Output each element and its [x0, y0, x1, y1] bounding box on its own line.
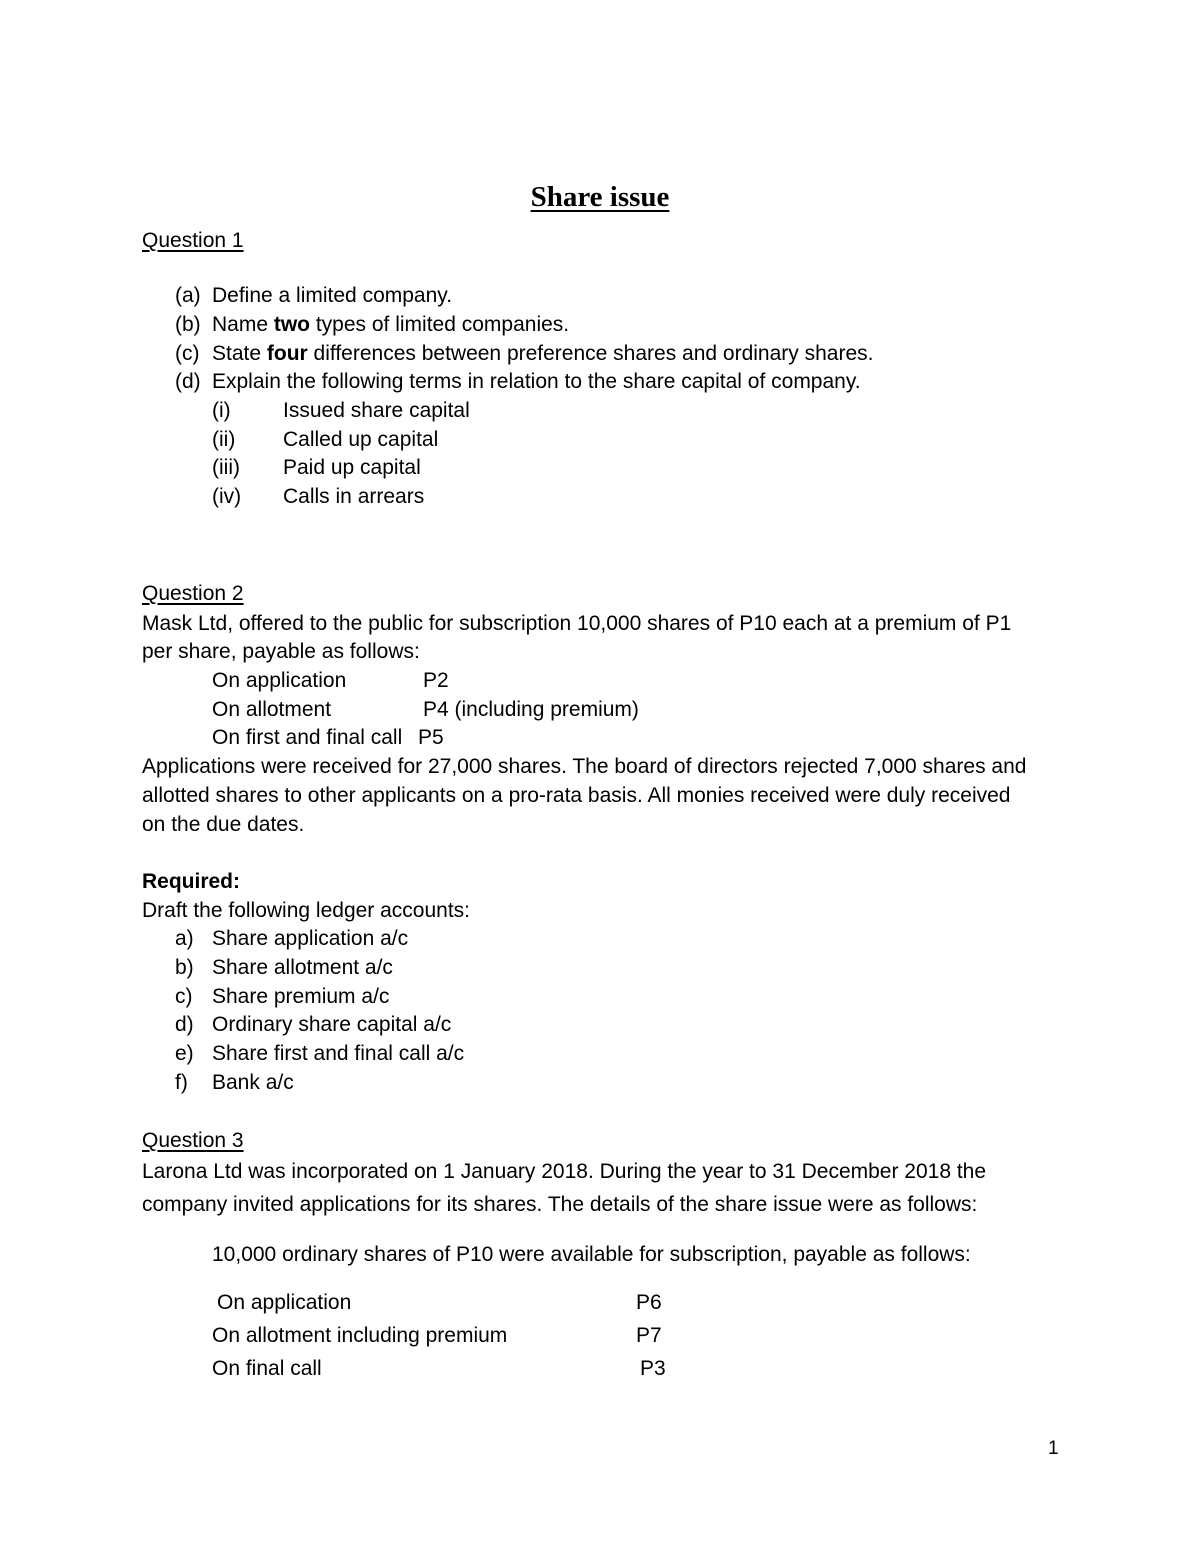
- q1-item-a-text: [212, 281, 452, 310]
- q1-item-label: (a): [175, 284, 201, 307]
- q1-subitem-label: (iii): [212, 456, 240, 479]
- q2-intro-line: Mask Ltd, offered to the public for subscription 10,000 shares of P10 each at a premium of P1: [142, 612, 1012, 635]
- q1-item-text: State: [212, 342, 267, 365]
- q1-subitem-label: (iv): [212, 485, 242, 508]
- q2-account-text: Share first and final call a/c: [212, 1042, 465, 1065]
- q2-account-text: Ordinary share capital a/c: [212, 1013, 452, 1036]
- q1-item-b-text: [212, 310, 569, 339]
- q2-account-label: e): [175, 1042, 194, 1065]
- q2-paragraph-line: Applications were received for 27,000 shares. The board of directors rejected 7,000 shares and: [142, 755, 1027, 778]
- q2-account-text: Bank a/c: [212, 1071, 294, 1094]
- question-1-heading: Question 1: [142, 229, 244, 252]
- page-title: Share issue: [530, 181, 670, 213]
- q2-required-label: Required:: [142, 870, 241, 893]
- q3-intro-line: company invited applications for its shares. The details of the share issue were as follows:: [142, 1193, 978, 1216]
- q1-subitem-label: (i): [212, 399, 231, 422]
- q1-item-a: [175, 281, 201, 310]
- q1-subitem-text: Issued share capital: [283, 399, 470, 422]
- q1-item-text: differences between preference shares and ordinary shares.: [307, 342, 874, 365]
- q1-item-d: [175, 367, 201, 396]
- q2-account-text: Share premium a/c: [212, 985, 390, 1008]
- q1-item-text: Name: [212, 313, 274, 336]
- q1-item-emphasis: two: [273, 313, 311, 336]
- q3-subscription-line: 10,000 ordinary shares of P10 were available for subscription, payable as follows:: [212, 1243, 971, 1266]
- q2-account-label: d): [175, 1013, 194, 1036]
- q3-schedule-label: On application: [217, 1291, 352, 1314]
- q1-item-text: Explain the following terms in relation to the share capital of company.: [212, 370, 861, 393]
- q2-account-label: b): [175, 956, 194, 979]
- q3-schedule-label: On final call: [212, 1357, 322, 1380]
- q1-item-text: Define a limited company.: [212, 284, 453, 307]
- q1-subitem-text: Paid up capital: [283, 456, 421, 479]
- q3-schedule-amount: P6: [636, 1291, 662, 1314]
- q1-item-text: types of limited companies.: [310, 313, 570, 336]
- q1-item-d-text: [212, 367, 861, 396]
- q2-schedule-amount: P2: [423, 669, 449, 692]
- q3-schedule-amount: P3: [640, 1357, 666, 1380]
- q1-subitem-text: Called up capital: [283, 428, 439, 451]
- q1-item-label: (d): [175, 370, 201, 393]
- q2-schedule-amount: P4 (including premium): [423, 698, 639, 721]
- q3-schedule-label: On allotment including premium: [212, 1324, 508, 1347]
- q2-account-text: Share allotment a/c: [212, 956, 393, 979]
- q3-intro-line: Larona Ltd was incorporated on 1 January 2018. During the year to 31 December 2018 the: [142, 1160, 987, 1183]
- q2-account-text: Share application a/c: [212, 927, 409, 950]
- q1-item-c-text: [212, 339, 873, 368]
- q1-item-b: [175, 310, 201, 339]
- q2-schedule-amount: P5: [418, 726, 444, 749]
- q1-item-label: (c): [175, 342, 200, 365]
- q1-item-c: [175, 339, 200, 368]
- q1-subitem-label: (ii): [212, 428, 236, 451]
- question-3-heading: Question 3: [142, 1129, 244, 1152]
- question-2-heading: Question 2: [142, 582, 244, 605]
- q2-schedule-label: On first and final call: [212, 726, 403, 749]
- page-number: 1: [1048, 1438, 1059, 1459]
- q2-draft-line: Draft the following ledger accounts:: [142, 899, 471, 922]
- q2-account-label: f): [175, 1071, 188, 1094]
- q2-schedule-label: On application: [212, 669, 347, 692]
- q2-paragraph-line: allotted shares to other applicants on a pro-rata basis. All monies received were duly received: [142, 784, 1011, 807]
- q2-account-label: c): [175, 985, 193, 1008]
- q1-item-label: (b): [175, 313, 201, 336]
- q3-schedule-amount: P7: [636, 1324, 662, 1347]
- q2-paragraph-line: on the due dates.: [142, 813, 305, 836]
- q1-subitem-text: Calls in arrears: [283, 485, 425, 508]
- q1-item-emphasis: four: [266, 342, 308, 365]
- q2-intro-line: per share, payable as follows:: [142, 640, 420, 663]
- q2-schedule-label: On allotment: [212, 698, 332, 721]
- q2-account-label: a): [175, 927, 194, 950]
